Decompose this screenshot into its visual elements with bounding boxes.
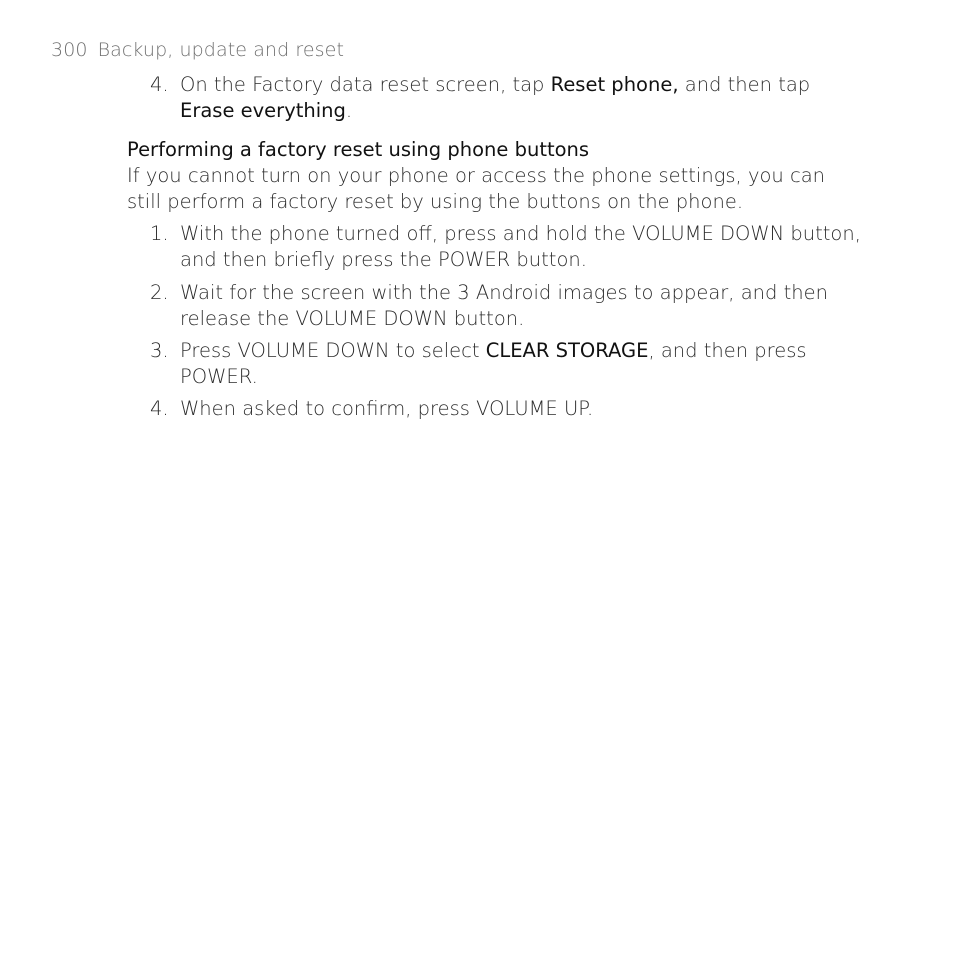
step-number: 4. bbox=[150, 73, 169, 96]
step-text-part: . bbox=[345, 98, 353, 122]
section-title: Backup, update and reset bbox=[97, 39, 344, 61]
step-text: Wait for the screen with the 3 Android images to appear, and then release the VOLUME DOWN button. bbox=[180, 281, 828, 330]
step-number: 2. bbox=[150, 281, 169, 304]
section-intro bbox=[127, 163, 847, 214]
step-text-part: On the Factory data reset screen, tap bbox=[180, 73, 551, 96]
step-text bbox=[180, 72, 870, 123]
ui-term-reset-phone: Reset phone, bbox=[550, 73, 679, 96]
step-text bbox=[180, 338, 870, 389]
step-text: When asked to confirm, press VOLUME UP. bbox=[180, 397, 594, 420]
step-text-part: Press VOLUME DOWN to select bbox=[180, 339, 486, 362]
step-number: 3. bbox=[150, 339, 169, 362]
step-text-part: , and then press POWER. bbox=[180, 339, 807, 388]
step-number: 1. bbox=[150, 222, 169, 245]
step-number: 4. bbox=[150, 397, 169, 420]
ui-term-clear-storage: CLEAR STORAGE bbox=[485, 339, 649, 362]
running-header bbox=[51, 39, 344, 61]
step-text: With the phone turned off, press and hold the VOLUME DOWN button, and then briefly press the POWER button. bbox=[180, 222, 861, 271]
ui-term-erase-everything: Erase everything bbox=[180, 98, 346, 122]
page-number: 300 bbox=[51, 39, 88, 61]
step-text-part: and then tap bbox=[678, 73, 811, 96]
section-heading: Performing a factory reset using phone buttons bbox=[127, 138, 590, 161]
intro-text: If you cannot turn on your phone or access the phone settings, you can still perform a factory reset by using the buttons on the phone. bbox=[127, 164, 826, 213]
